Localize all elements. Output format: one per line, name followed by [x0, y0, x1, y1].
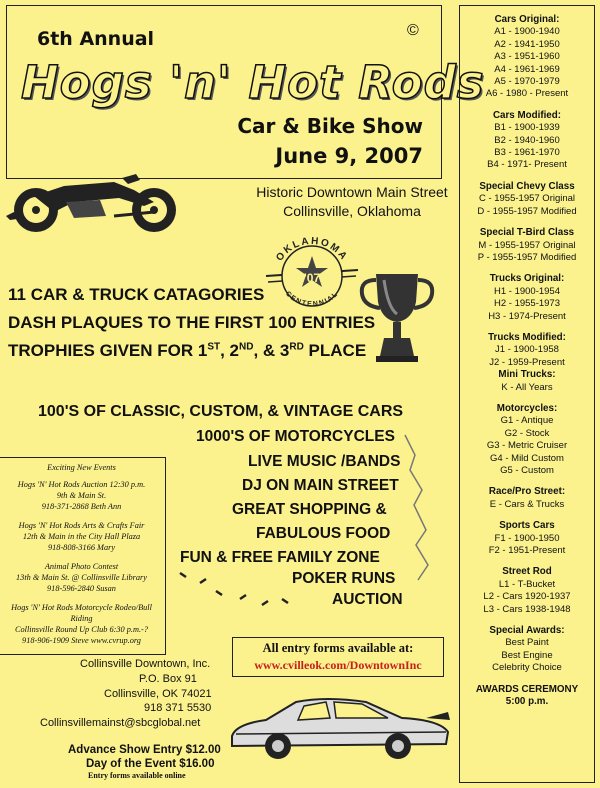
highlight-motorcycles: 1000'S OF MOTORCYCLES — [196, 428, 395, 445]
category-trucks-modified — [460, 332, 594, 394]
category-item: H1 - 1900-1954 — [493, 285, 561, 297]
category-item: L2 - Cars 1920-1937 — [483, 591, 571, 603]
category-street-rod — [460, 566, 594, 616]
category-item: L1 - T-Bucket — [498, 578, 556, 590]
category-special-awards — [460, 625, 594, 675]
category-item: G4 - Mild Custom — [490, 452, 564, 464]
price-day-of: Day of the Event $16.00 — [86, 758, 215, 770]
location-line-2: Collinsville, Oklahoma — [283, 203, 421, 219]
category-item: B4 - 1971- Present — [487, 159, 567, 171]
highlight-food: FABULOUS FOOD — [256, 525, 391, 542]
title-box — [6, 5, 485, 179]
contact-email[interactable]: Collinsvillemainst@sbcglobal.net — [40, 717, 201, 729]
entry-note: Entry forms available online — [88, 771, 186, 780]
highlight-dj: DJ ON MAIN STREET — [242, 477, 399, 494]
category-sports-cars — [460, 520, 594, 557]
category-item: G5 - Custom — [500, 465, 554, 476]
category-item: G3 - Metric Cruiser — [486, 440, 568, 452]
trophies-text-d: PLACE — [303, 341, 367, 360]
category-item: A5 - 1970-1979 — [494, 76, 560, 88]
category-head: Trucks Original: — [489, 273, 565, 285]
category-item: H3 - 1974-Present — [488, 310, 566, 322]
seal-bottom-text: CENTENNIAL — [283, 290, 341, 309]
category-trucks-original — [460, 273, 594, 323]
categories-count-line: 11 CAR & TRUCK CATAGORIES — [8, 285, 265, 304]
category-head: Motorcycles: — [496, 402, 558, 414]
highlight-family-zone: FUN & FREE FAMILY ZONE — [180, 549, 380, 566]
trophies-text-b: , 2 — [220, 341, 239, 360]
awards-ceremony-label: AWARDS CEREMONY — [475, 683, 579, 695]
event-crafts-place: 12th & Main in the City Hall Plaza — [22, 532, 141, 541]
category-item: P - 1955-1957 Modified — [477, 251, 577, 263]
trophies-line — [8, 341, 366, 361]
category-item: A2 - 1941-1950 — [494, 38, 560, 50]
contact-box: P.O. Box 91 — [139, 673, 197, 685]
event-rodeo-title-2: Riding — [70, 614, 93, 623]
category-item: A6 - 1980 - Present — [485, 88, 569, 100]
event-rodeo-place: Collinsville Round Up Club 6:30 p.m.-? — [15, 625, 148, 634]
events-box — [0, 457, 166, 655]
copyright-mark: © — [407, 22, 419, 39]
category-item: D - 1955-1957 Modified — [477, 205, 577, 217]
event-auction-title: Hogs 'N' Hot Rods Auction 12:30 p.m. — [17, 480, 146, 489]
events-heading: Exciting New Events — [47, 463, 116, 472]
trophies-sup-st: ST — [207, 341, 221, 353]
category-motorcycles — [460, 403, 594, 477]
highlight-poker: POKER RUNS — [292, 570, 396, 587]
category-item: L3 - Cars 1938-1948 — [483, 603, 571, 615]
category-item: F2 - 1951-Present — [488, 545, 566, 557]
seal-top-text: OKLAHOMA — [274, 235, 350, 264]
category-head: Special Awards: — [489, 625, 565, 637]
category-head: Trucks Modified: — [488, 331, 566, 343]
seal-year: '07 — [303, 271, 321, 285]
category-cars-original — [460, 14, 594, 101]
event-photo-place: 13th & Main St. @ Collinsville Library — [16, 573, 147, 582]
category-item: C - 1955-1957 Original — [478, 193, 576, 205]
category-head: Special T-Bird Class — [479, 227, 575, 239]
category-head: Cars Modified: — [492, 109, 562, 121]
category-head: Cars Original: — [494, 14, 560, 25]
event-auction — [0, 479, 163, 512]
category-item: H2 - 1955-1973 — [493, 298, 561, 310]
contact-city: Collinsville, OK 74021 — [104, 688, 212, 700]
category-item: B1 - 1900-1939 — [494, 122, 560, 134]
entry-forms-url[interactable]: www.cvilleok.com/DowntownInc — [254, 658, 422, 672]
show-subtitle: Car & Bike Show — [237, 114, 423, 138]
highlight-auction: AUCTION — [332, 591, 403, 608]
category-item: B2 - 1940-1960 — [494, 134, 560, 146]
category-item: A4 - 1961-1969 — [494, 63, 560, 75]
awards-ceremony — [460, 684, 594, 709]
category-item: G1 - Antique — [500, 415, 554, 427]
entry-forms-box — [232, 637, 444, 677]
categories-column — [459, 5, 595, 783]
category-subhead: Mini Trucks: — [498, 369, 556, 381]
trophies-sup-rd: RD — [289, 341, 304, 353]
category-head: Street Rod — [502, 566, 552, 578]
event-rodeo-title: Hogs 'N' Hot Rods Motorcycle Rodeo/Bull — [11, 603, 152, 612]
event-crafts-fair — [0, 520, 163, 553]
trophies-text-a: TROPHIES GIVEN FOR 1 — [8, 341, 208, 360]
awards-ceremony-time: 5:00 p.m. — [505, 696, 549, 708]
dash-plaques-line: DASH PLAQUES TO THE FIRST 100 ENTRIES — [8, 313, 376, 332]
category-item: A1 - 1900-1940 — [494, 26, 560, 38]
event-photo-title: Animal Photo Contest — [44, 562, 119, 571]
event-crafts-title: Hogs 'N' Hot Rods Arts & Crafts Fair — [18, 521, 145, 530]
category-item: Celebrity Choice — [492, 662, 562, 674]
category-item: J1 - 1900-1958 — [495, 344, 559, 356]
category-head: Sports Cars — [499, 520, 555, 532]
category-head: Special Chevy Class — [479, 180, 575, 192]
centennial-seal-icon — [264, 232, 360, 312]
highlight-music: LIVE MUSIC /BANDS — [248, 453, 401, 470]
zigzag-decoration — [170, 395, 440, 615]
edition-label: 6th Annual — [37, 28, 155, 50]
location — [236, 183, 468, 221]
event-auction-contact: 918-371-2868 Beth Ann — [41, 502, 122, 511]
motorcycle-icon — [4, 172, 190, 236]
category-item: G2 - Stock — [504, 427, 550, 439]
category-item: Best Engine — [501, 649, 553, 661]
category-item: Best Paint — [505, 637, 549, 649]
location-line-1: Historic Downtown Main Street — [256, 184, 448, 200]
contact-org: Collinsville Downtown, Inc. — [80, 658, 211, 670]
classic-car-icon — [226, 688, 454, 768]
category-race-pro-street — [460, 486, 594, 511]
event-photo-contest — [0, 561, 163, 594]
category-item: A3 - 1951-1960 — [494, 51, 560, 63]
entry-forms-label: All entry forms available at: — [262, 641, 414, 655]
category-item: K - All Years — [501, 381, 553, 393]
category-item: F1 - 1900-1950 — [494, 532, 560, 544]
trophies-sup-nd: ND — [239, 341, 254, 353]
contact-phone: 918 371 5530 — [144, 702, 212, 714]
category-item: E - Cars & Trucks — [489, 498, 565, 510]
event-rodeo — [0, 602, 163, 646]
show-date: June 9, 2007 — [275, 144, 423, 168]
event-rodeo-contact: 918-906-1909 Steve www.cvrup.org — [22, 636, 141, 645]
highlight-shopping: GREAT SHOPPING & — [232, 501, 387, 518]
event-auction-place: 9th & Main St. — [56, 491, 107, 500]
highlight-cars: 100'S OF CLASSIC, CUSTOM, & VINTAGE CARS — [38, 403, 404, 420]
price-advance: Advance Show Entry $12.00 — [68, 744, 221, 756]
category-item: M - 1955-1957 Original — [478, 239, 576, 251]
show-name: Hogs 'n' Hot Rods — [21, 56, 485, 109]
category-special-chevy — [460, 181, 594, 218]
category-cars-modified — [460, 110, 594, 172]
category-item: B3 - 1961-1970 — [494, 147, 560, 159]
category-special-tbird — [460, 227, 594, 264]
trophies-text-c: , & 3 — [253, 341, 290, 360]
event-crafts-contact: 918-808-3166 Mary — [47, 543, 116, 552]
event-photo-contact: 918-596-2840 Susan — [47, 584, 116, 593]
category-head: Race/Pro Street: — [488, 486, 566, 498]
category-item: J2 - 1959-Present — [489, 356, 565, 368]
